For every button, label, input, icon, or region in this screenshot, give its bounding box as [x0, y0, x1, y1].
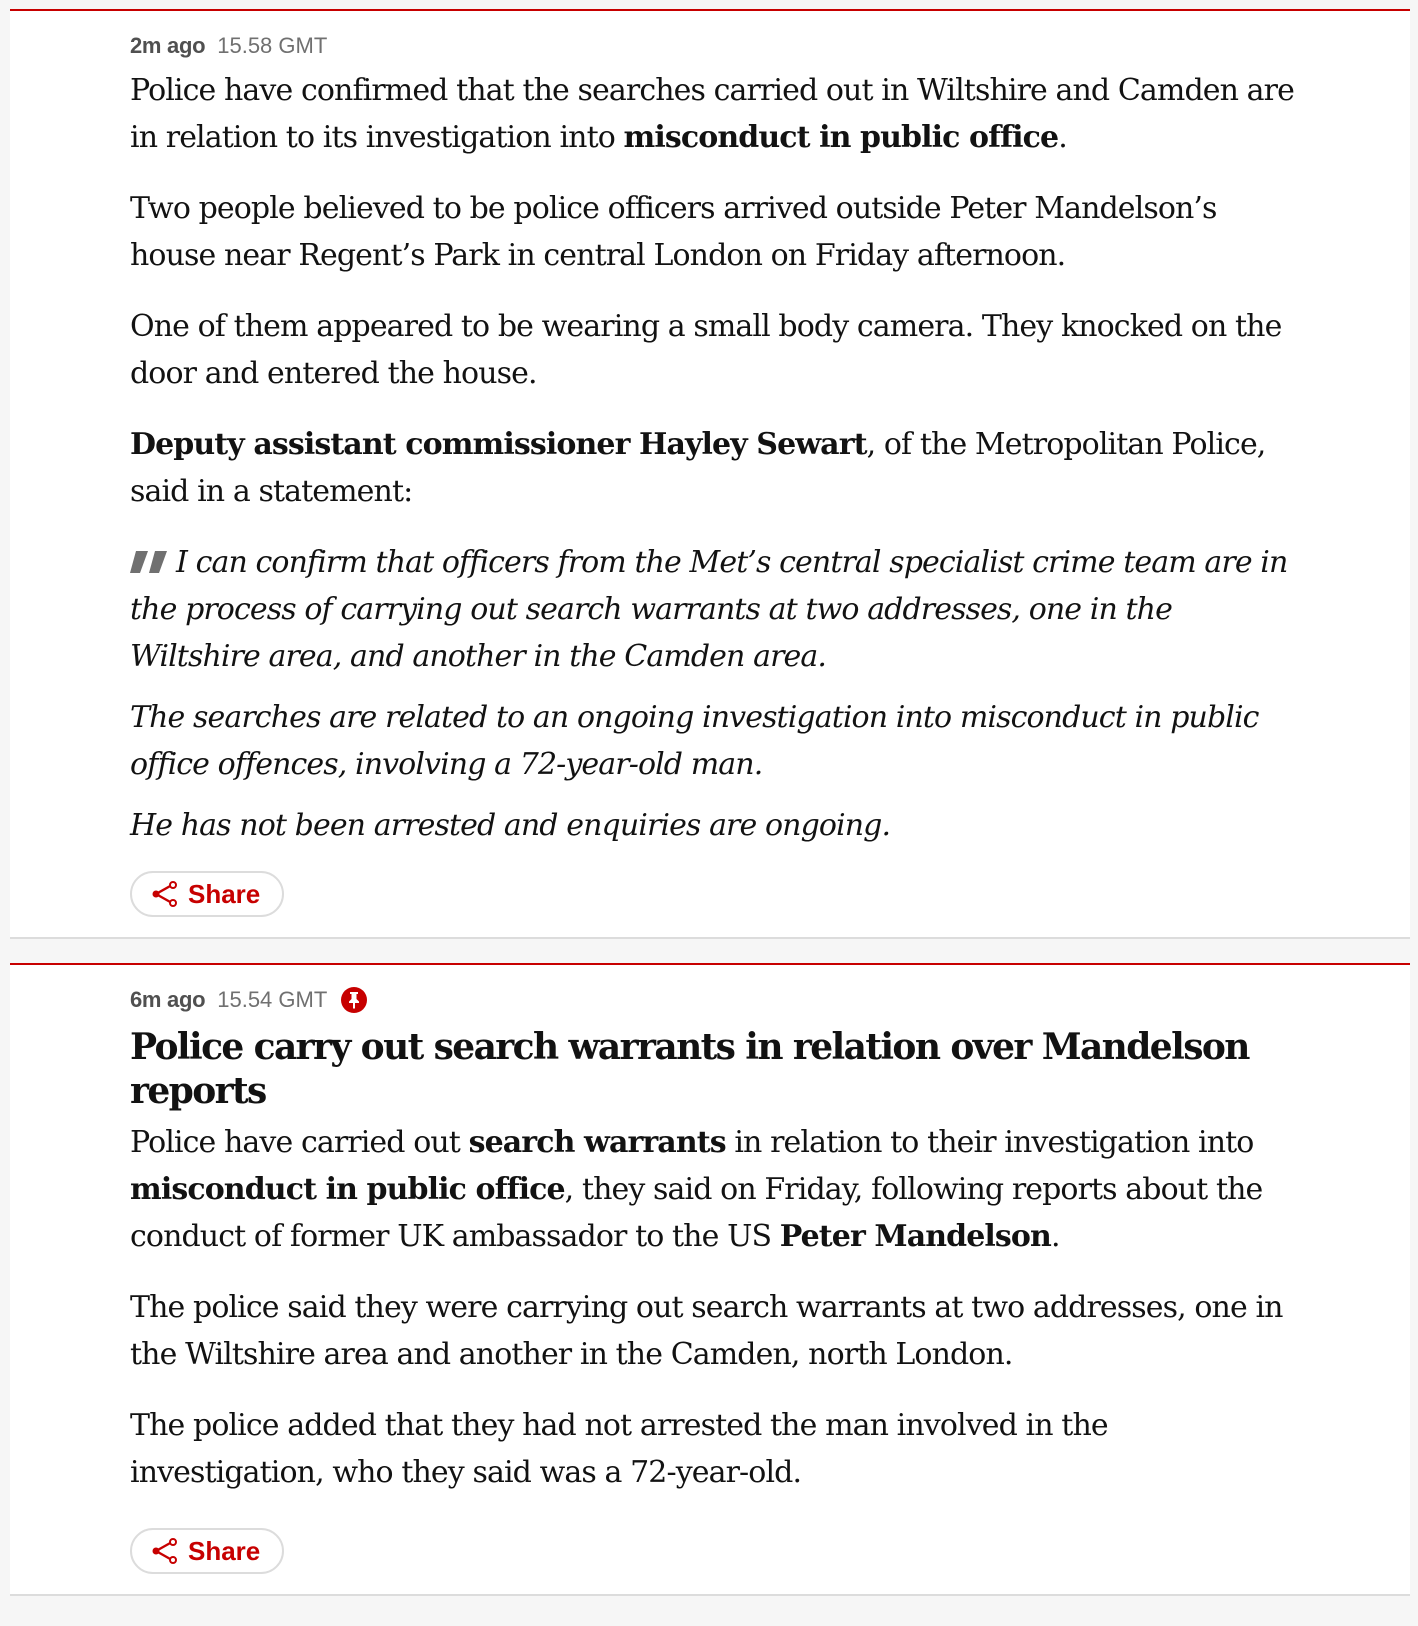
- entry-meta: [130, 31, 1310, 61]
- quote-paragraph: [130, 539, 1310, 680]
- paragraph: The police added that they had not arrested the man involved in the investigation, who they said was a 72-year-old.: [130, 1408, 1108, 1490]
- paragraph: Two people believed to be police officers arrived outside Peter Mandelson’s house near Regent’s Park in central London on Friday afternoon.: [130, 191, 1217, 273]
- paragraph-text: , they said on Friday, following reports about the conduct of former UK ambassador to the US: [130, 1172, 1263, 1254]
- liveblog-entry: [10, 9, 1410, 939]
- paragraph: One of them appeared to be wearing a small body camera. They knocked on the door and entered the house.: [130, 309, 1282, 391]
- liveblog-entry-pinned: [10, 963, 1410, 1596]
- entry-headline: Police carry out search warrants in relation over Mandelson reports: [130, 1026, 1249, 1112]
- relative-time[interactable]: 6m ago: [130, 987, 206, 1012]
- entry-body: [130, 1119, 1310, 1496]
- share-label: Share: [188, 878, 261, 909]
- paragraph-text: Police have confirmed that the searches carried out in Wiltshire and Camden are in relation to its investigation into: [130, 73, 1294, 155]
- bold-text: misconduct in public office: [623, 120, 1059, 155]
- share-button[interactable]: [130, 871, 284, 917]
- share-icon: [152, 881, 178, 907]
- quote-text: I can confirm that officers from the Met’s central specialist crime team are in the process of carrying out search warrants at two addresses, one in the Wiltshire area, and another in the Camden area.: [130, 545, 1288, 674]
- share-label: Share: [188, 1535, 261, 1566]
- share-icon: [152, 1538, 178, 1564]
- timestamp: 15.54 GMT: [217, 987, 328, 1012]
- quote-mark-icon: [130, 551, 172, 573]
- paragraph-text: .: [1050, 1219, 1060, 1254]
- bold-text: search warrants: [468, 1125, 726, 1160]
- paragraph: [130, 67, 1310, 161]
- paragraph: [130, 1119, 1310, 1260]
- relative-time[interactable]: 2m ago: [130, 33, 206, 58]
- paragraph-text: , of the Metropolitan Police, said in a statement:: [130, 427, 1266, 509]
- timestamp: 15.58 GMT: [217, 33, 328, 58]
- paragraph: [130, 421, 1310, 515]
- paragraph-text: Police have carried out: [130, 1125, 469, 1160]
- bold-text: misconduct in public office: [130, 1172, 565, 1207]
- share-button[interactable]: [130, 1528, 284, 1574]
- paragraph: The police said they were carrying out search warrants at two addresses, one in the Wiltshire area and another in the Camden, north London.: [130, 1290, 1283, 1372]
- bold-text: Peter Mandelson: [779, 1219, 1051, 1254]
- entry-meta: [130, 985, 1310, 1015]
- pin-icon: [341, 987, 367, 1013]
- quote-paragraph: The searches are related to an ongoing investigation into misconduct in public office offences, involving a 72-year-old man.: [130, 700, 1259, 782]
- paragraph-text: in relation to their investigation into: [725, 1125, 1254, 1160]
- entry-body: [130, 67, 1310, 849]
- blockquote: [130, 539, 1310, 849]
- paragraph-text: .: [1058, 120, 1067, 155]
- quote-paragraph: He has not been arrested and enquiries are ongoing.: [130, 808, 891, 843]
- bold-text: Deputy assistant commissioner Hayley Sewart: [130, 427, 867, 462]
